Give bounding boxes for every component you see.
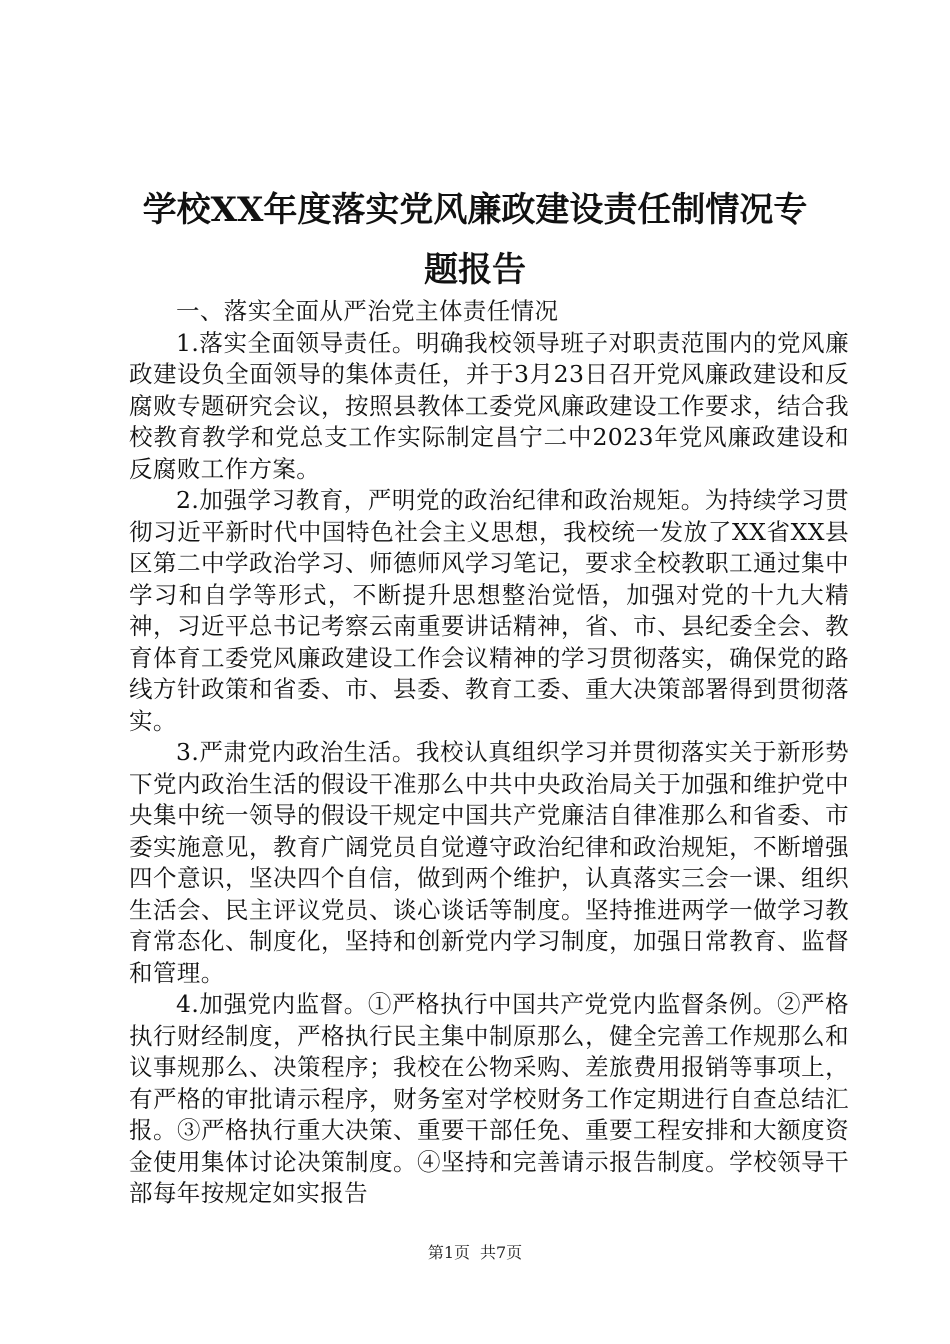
paragraph-4: 4.加强党内监督。①严格执行中国共产党党内监督条例。②严格执行财经制度，严格执行民主集中制原那么，健全完善工作规那么和议事规那么、决策程序；我校在公物采购、差旅费用报销等事项上，有严格的审批请示程序，财务室对学校财务工作定期进行自查总结汇报。③严格执行重大决策、重要干部任免、重要工程安排和大额度资金使用集体讨论决策制度。④坚持和完善请示报告制度。学校领导干部每年按规定如实报告	[129, 990, 849, 1207]
page-number: 第1页	[427, 1243, 470, 1262]
document-title-line-1: 学校XX年度落实党风廉政建设责任制情况专	[142, 190, 808, 230]
section-heading: 一、落实全面从严治党主体责任情况	[176, 297, 559, 325]
page-footer	[0, 1243, 950, 1263]
paragraph-3: 3.严肃党内政治生活。我校认真组织学习并贯彻落实关于新形势下党内政治生活的假设干准那么中共中央政治局关于加强和维护党中央集中统一领导的假设干规定中国共产党廉洁自律准那么和省委、市委实施意见，教育广阔党员自觉遵守政治纪律和政治规矩，不断增强四个意识，坚决四个自信，做到两个维护，认真落实三会一课、组织生活会、民主评议党员、谈心谈话等制度。坚持推进两学一做学习教育常态化、制度化，坚持和创新党内学习制度，加强日常教育、监督和管理。	[129, 738, 849, 987]
document-body	[129, 296, 849, 1210]
paragraph-2: 2.加强学习教育，严明党的政治纪律和政治规矩。为持续学习贯彻习近平新时代中国特色社会主义思想，我校统一发放了XX省XX县区第二中学政治学习、师德师风学习笔记，要求全校教职工通过集中学习和自学等形式，不断提升思想整治觉悟，加强对党的十九大精神，习近平总书记考察云南重要讲话精神，省、市、县纪委全会、教育体育工委党风廉政建设工作会议精神的学习贯彻落实，确保党的路线方针政策和省委、市、县委、教育工委、重大决策部署得到贯彻落实。	[129, 486, 849, 735]
document-title-line-2: 题报告	[424, 250, 526, 290]
page-total: 共7页	[480, 1243, 523, 1262]
paragraph-1: 1.落实全面领导责任。明确我校领导班子对职责范围内的党风廉政建设负全面领导的集体责任，并于3月23日召开党风廉政建设和反腐败专题研究会议，按照县教体工委党风廉政建设工作要求，结合我校教育教学和党总支工作实际制定昌宁二中2023年党风廉政建设和反腐败工作方案。	[129, 328, 849, 483]
